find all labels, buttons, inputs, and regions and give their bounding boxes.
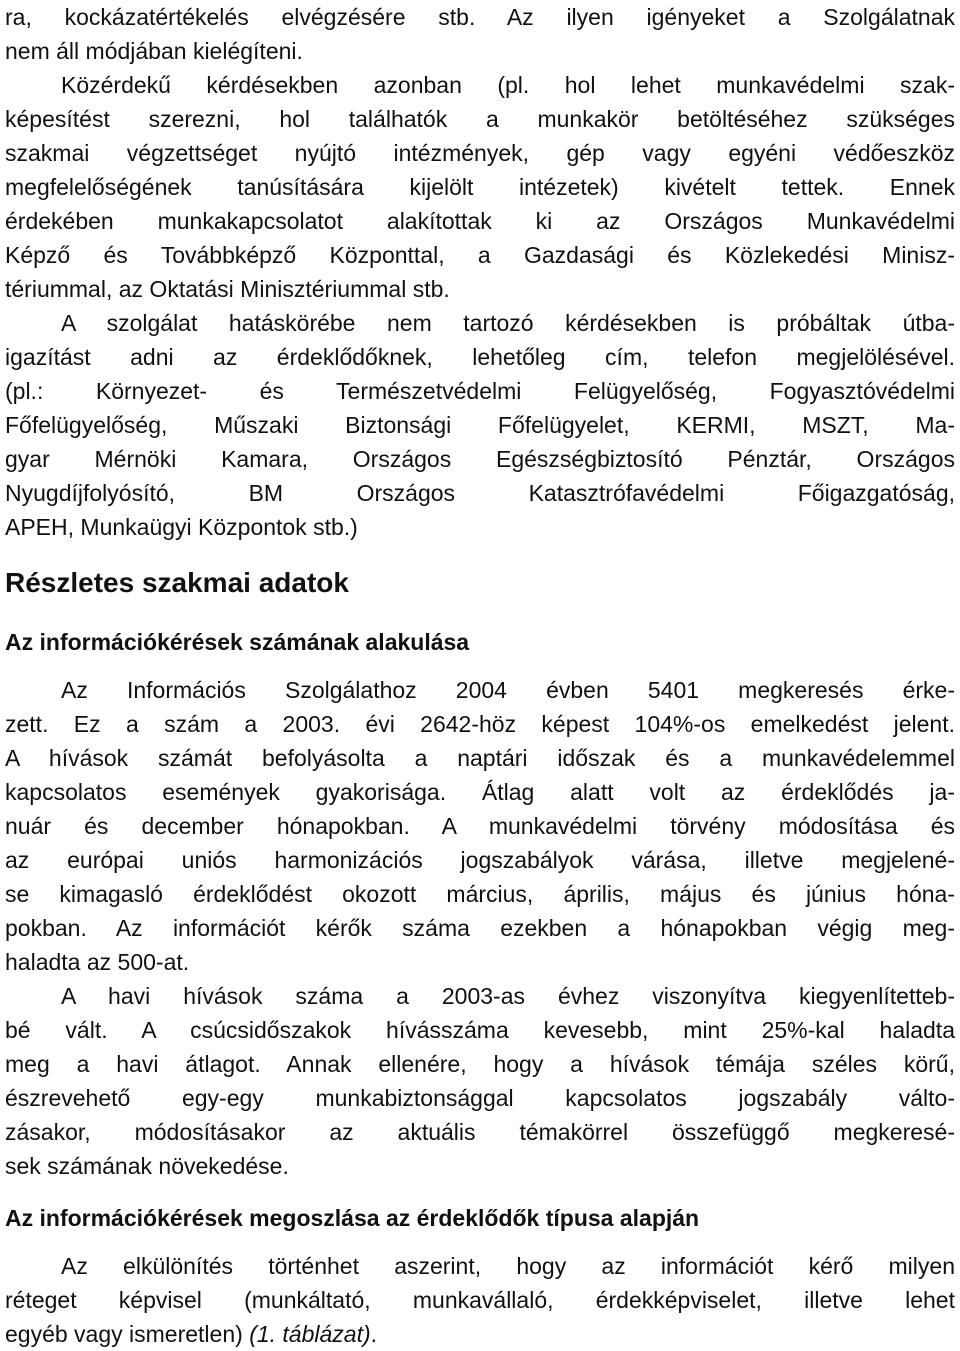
text-line: meg a havi átlagot. Annak ellenére, hogy a hívások témája széles körű, <box>5 1051 955 1077</box>
text-line: nem áll módjában kielégíteni. <box>5 38 303 64</box>
subsection-heading: Az információkérések számának alakulása <box>5 629 470 655</box>
text-line: bé vált. A csúcsidőszakok hívásszáma kevesebb, mint 25%-kal haladta <box>5 1017 955 1043</box>
paragraph-continuation <box>5 0 955 68</box>
text-line: Képző és Továbbképző Központtal, a Gazdasági és Közlekedési Minisz- <box>5 242 955 268</box>
text-line: haladta az 500-at. <box>5 949 190 975</box>
paragraph-requester-types <box>5 1249 955 1351</box>
paragraph-monthly-calls <box>5 979 955 1183</box>
table-reference: (1. táblázat) <box>249 1321 371 1347</box>
text-line: sek számának növekedése. <box>5 1153 289 1179</box>
text-line: Az elkülönítés történhet aszerint, hogy az információt kérő milyen <box>61 1253 955 1279</box>
text-segment: . <box>370 1321 378 1347</box>
subsection-heading: Az információkérések megoszlása az érdeklődők típusa alapján <box>5 1205 700 1231</box>
text-line: zett. Ez a szám a 2003. évi 2642-höz képest 104%-os emelkedést jelent. <box>5 711 955 737</box>
text-line: tériummal, az Oktatási Minisztériummal stb. <box>5 276 450 302</box>
text-line: APEH, Munkaügyi Központok stb.) <box>5 514 358 540</box>
section-heading: Részletes szakmai adatok <box>5 567 349 598</box>
text-line: zásakor, módosításakor az aktuális témakörrel összefüggő megkeresé- <box>5 1119 955 1145</box>
text-line: szakmai végzettséget nyújtó intézmények, gép vagy egyéni védőeszköz <box>5 140 955 166</box>
text-line: igazítást adni az érdeklődőknek, lehetőleg cím, telefon megjelölésével. <box>5 344 955 370</box>
text-line: gyar Mérnöki Kamara, Országos Egészségbiztosító Pénztár, Országos <box>5 446 955 472</box>
text-segment: egyéb vagy ismeretlen) <box>5 1321 243 1347</box>
paragraph-request-count <box>5 673 955 979</box>
text-line: megfelelőségének tanúsítására kijelölt intézetek) kivételt tettek. Ennek <box>5 174 955 200</box>
text-line: kapcsolatos események gyakorisága. Átlag alatt volt az érdeklődés ja- <box>5 779 955 805</box>
text-line: nuár és december hónapokban. A munkavédelmi törvény módosítása és <box>5 813 955 839</box>
text-line: érdekében munkakapcsolatot alakítottak ki az Országos Munkavédelmi <box>5 208 955 234</box>
text-line: észrevehető egy-egy munkabiztonsággal kapcsolatos jogszabály válto- <box>5 1085 955 1111</box>
text-line: (pl.: Környezet- és Természetvédelmi Felügyelőség, Fogyasztóvédelmi <box>5 378 955 404</box>
text-line: Főfelügyelőség, Műszaki Biztonsági Főfelügyelet, KERMI, MSZT, Ma- <box>5 412 955 438</box>
text-line: pokban. Az információt kérők száma ezekben a hónapokban végig meg- <box>5 915 955 941</box>
text-line: az európai uniós harmonizációs jogszabályok várása, illetve megjelené- <box>5 847 955 873</box>
text-line: ra, kockázatértékelés elvégzésére stb. Az ilyen igényeket a Szolgálatnak <box>5 4 955 30</box>
text-line: képesítést szerezni, hol találhatók a munkakör betöltéséhez szükséges <box>5 106 955 132</box>
paragraph-referrals <box>5 306 955 544</box>
text-line: A szolgálat hatáskörébe nem tartozó kérdésekben is próbáltak útba- <box>61 310 955 336</box>
text-line: A havi hívások száma a 2003-as évhez viszonyítva kiegyenlítetteb- <box>61 983 955 1009</box>
text-line: Közérdekű kérdésekben azonban (pl. hol lehet munkavédelmi szak- <box>61 72 955 98</box>
text-line: A hívások számát befolyásolta a naptári időszak és a munkavédelemmel <box>5 745 955 771</box>
text-line: Nyugdíjfolyósító, BM Országos Katasztrófavédelmi Főigazgatóság, <box>5 480 955 506</box>
paragraph-public-interest <box>5 68 955 306</box>
text-line: se kimagasló érdeklődést okozott március, április, május és június hóna- <box>5 881 955 907</box>
text-line <box>5 1317 955 1351</box>
text-line: réteget képvisel (munkáltató, munkavállaló, érdekképviselet, illetve lehet <box>5 1287 955 1313</box>
text-line: Az Információs Szolgálathoz 2004 évben 5401 megkeresés érke- <box>61 677 955 703</box>
